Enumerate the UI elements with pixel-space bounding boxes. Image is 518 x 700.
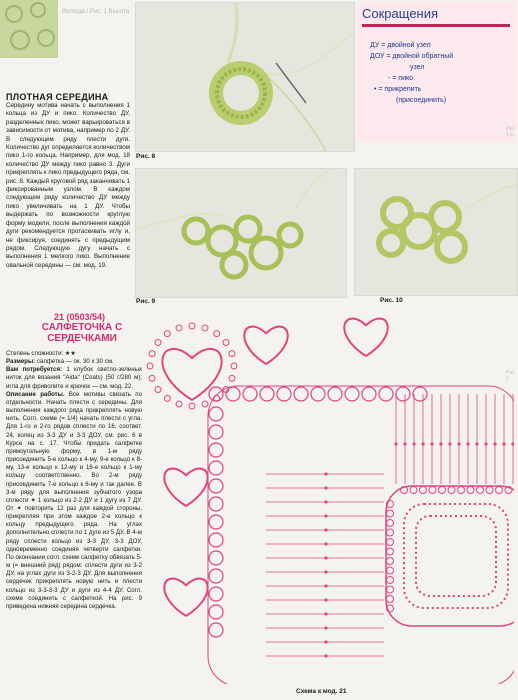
materials-label: Вам потребуется: <box>6 366 63 374</box>
caption-fig9: Рис. 9 <box>136 298 156 305</box>
schema-drawing <box>146 304 514 684</box>
abbreviations-list <box>370 40 512 106</box>
pattern-title: САЛФЕТОЧКА С СЕРДЕЧКАМИ <box>41 322 123 344</box>
photo-fig8 <box>135 2 355 152</box>
difficulty-stars: ★★ <box>64 350 76 357</box>
tatting-schema-diagram <box>146 304 514 684</box>
dense-center-title: ПЛОТНАЯ СЕРЕДИНА <box>6 92 109 102</box>
schema-caption: Схема к мод. 21 <box>296 688 347 695</box>
size-text: салфетка — ок. 30 х 30 см. <box>36 358 114 366</box>
photo-fig10 <box>354 168 518 296</box>
abbr-item: ДУ = двойной узел <box>370 42 431 49</box>
abbreviations-box <box>356 2 516 142</box>
side-hint: Рис. 2 <box>506 370 517 382</box>
abbreviations-title: Сокращения <box>362 6 439 21</box>
abbr-item: ДОУ = двойной обратный <box>370 53 454 60</box>
pattern-instructions <box>6 350 142 611</box>
dense-center-text: Середину мотива начать с выполнения 1 кольца из ДУ и пико. Количество ДУ, разделенных пико, может варьироваться в зависимости от мотива, например по 2 ДУ. В следующем ряду плести дуги. Количество дуг определяется количеством пико 1-го кольца. Например, для мод. 18 количество ДУ между пико равно 3. Дуги прикреплять к пико предыдущего ряда, см. рис. 8. Каждый круговой ряд заканчивать 1 фиксированным узлом. В каждом следующем ряду количество ДУ между пико увеличивать на 1 ДУ. Чтобы выдержать по возможности круглую форму модели, после выполнения каждой дуги рекомендуется протаскивать иглу и, не фиксируя, соединять с предыдущим рядом. Следующую дугу начать с выполнения 1 мелкого пико. Выполнение овальной середины — см. мод. 19. <box>6 102 130 269</box>
caption-fig10: Рис. 10 <box>380 297 403 304</box>
difficulty-label: Степень сложности: <box>6 350 64 357</box>
abbreviations-divider <box>362 24 510 27</box>
photo-fig9 <box>135 168 347 298</box>
abbr-item: - = пико <box>388 75 414 82</box>
abbr-item: • = прикрепить <box>374 86 422 93</box>
corner-lace-swatch <box>0 0 58 58</box>
abbr-item: узел <box>410 64 425 71</box>
work-label: Описание работы. <box>6 390 65 398</box>
side-hint: Рис. 1 в <box>506 126 517 138</box>
work-text: Все мотивы связать по отдельности. Начать плести с середины. Для выполнения каждого ряда прикреплять новую нить. Согл. схеме (= 1/4) начать плести с угла. Для 1-го и 2-го рядов сплести по 16, соответ. 24, колец из 3-3 ДУ и 3-3 ДОУ, см. рис. 6 в Курсе на с. 17. Чтобы придать салфетке прямоугольную форму, в 1-м ряду присоединить 5-е кольцо к 4-му, 9-е кольцо к 8-му, 13-е кольцо к 12-му и 16-е кольцо к 1-му кольцу соответственно. Во 2-м ряду присоединить 7-е кольцо к 6-му и так далее. В 3-м ряду для выполнения зубчатого узора сплести ✦ 1 кольцо из 2-2 ДУ и 1 дугу из 7 ДУ. От ✦ повторить 12 раз для каждой стороны, прикрепляя при этом каждое 2-е кольцо к кольцу предыдущего ряда. На углах дополнительно сплести по 1 дуге из 5 ДУ. В 4-м ряду сплести кольцо из 3-3 ДУ, 3-3 ДОУ, одновременно соединяя четверти салфетки. По окончании согл. схеме салфетку обвязать 5-м (= внешний ряд) рядом: сплести дуги из 3-2 ДУ, на углах дуги из 3-2-3 ДУ. Для выполнения сердечек прикреплять новую нить и плести кольцо из 3-3-3-3 ДУ и дуги из 4-4 ДУ. Согл. схеме соединить с салфеткой. На рис. 9 приведена нижняя середина сердечка. <box>6 390 142 610</box>
size-label: Размеры: <box>6 358 36 366</box>
pattern-number: 21 (0503/54) <box>54 312 106 322</box>
abbr-item: (присоединить) <box>396 97 447 104</box>
faded-corner-caption: Вологда / Рис. 1 Высота <box>62 9 130 15</box>
materials-text: 1 клубок светло-зеленых ниток для вязания "Aida" (Coats) (50 г/280 м); игла для фриволите и крючок — см. мод. 22. <box>6 366 142 390</box>
caption-fig8: Рис. 8 <box>136 153 156 160</box>
